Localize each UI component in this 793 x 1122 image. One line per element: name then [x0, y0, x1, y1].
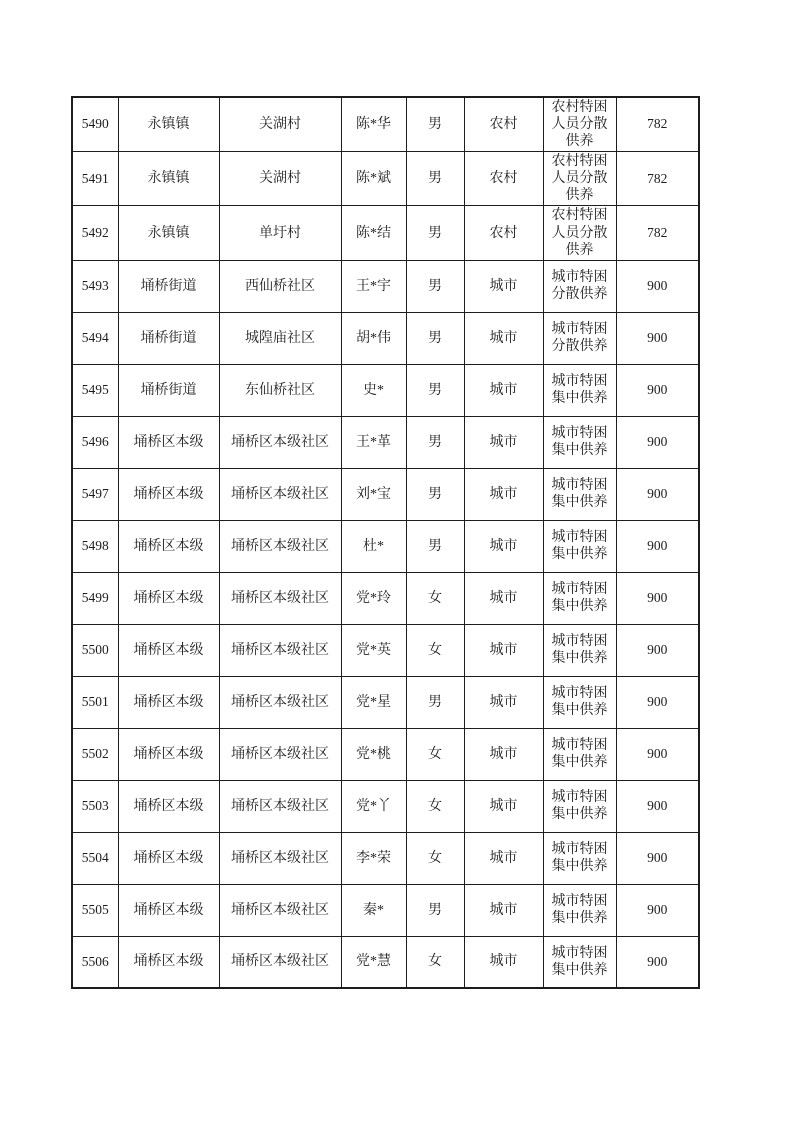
table-body	[72, 97, 699, 988]
amount-cell: 900	[616, 780, 699, 832]
gender-cell: 男	[406, 468, 464, 520]
village-cell: 西仙桥社区	[219, 260, 341, 312]
sequence-cell: 5503	[72, 780, 118, 832]
category-cell: 城市特困集中供养	[543, 832, 616, 884]
gender-cell: 男	[406, 206, 464, 260]
category-cell: 城市特困集中供养	[543, 936, 616, 988]
table-row	[72, 152, 699, 206]
category-cell: 农村特困人员分散供养	[543, 152, 616, 206]
category-cell: 城市特困集中供养	[543, 884, 616, 936]
gender-cell: 男	[406, 884, 464, 936]
gender-cell: 女	[406, 572, 464, 624]
name-cell: 胡*伟	[341, 312, 406, 364]
category-cell: 城市特困集中供养	[543, 520, 616, 572]
village-cell: 埇桥区本级社区	[219, 832, 341, 884]
village-cell: 埇桥区本级社区	[219, 676, 341, 728]
amount-cell: 900	[616, 416, 699, 468]
category-cell: 农村特困人员分散供养	[543, 97, 616, 152]
amount-cell: 900	[616, 312, 699, 364]
amount-cell: 900	[616, 572, 699, 624]
gender-cell: 女	[406, 624, 464, 676]
name-cell: 陈*结	[341, 206, 406, 260]
area-type-cell: 城市	[464, 832, 543, 884]
sequence-cell: 5492	[72, 206, 118, 260]
table-row	[72, 206, 699, 260]
gender-cell: 女	[406, 936, 464, 988]
sequence-cell: 5501	[72, 676, 118, 728]
sequence-cell: 5496	[72, 416, 118, 468]
village-cell: 埇桥区本级社区	[219, 416, 341, 468]
town-cell: 永镇镇	[118, 206, 219, 260]
name-cell: 党*英	[341, 624, 406, 676]
sequence-cell: 5506	[72, 936, 118, 988]
sequence-cell: 5502	[72, 728, 118, 780]
area-type-cell: 城市	[464, 572, 543, 624]
name-cell: 党*桃	[341, 728, 406, 780]
village-cell: 埇桥区本级社区	[219, 936, 341, 988]
table-row	[72, 624, 699, 676]
area-type-cell: 城市	[464, 416, 543, 468]
name-cell: 秦*	[341, 884, 406, 936]
gender-cell: 男	[406, 416, 464, 468]
name-cell: 杜*	[341, 520, 406, 572]
table-row	[72, 676, 699, 728]
town-cell: 埇桥街道	[118, 364, 219, 416]
area-type-cell: 农村	[464, 152, 543, 206]
sequence-cell: 5504	[72, 832, 118, 884]
table-row	[72, 832, 699, 884]
area-type-cell: 城市	[464, 520, 543, 572]
name-cell: 史*	[341, 364, 406, 416]
amount-cell: 900	[616, 728, 699, 780]
category-cell: 城市特困分散供养	[543, 260, 616, 312]
town-cell: 埇桥区本级	[118, 624, 219, 676]
amount-cell: 782	[616, 152, 699, 206]
gender-cell: 女	[406, 780, 464, 832]
table-row	[72, 416, 699, 468]
name-cell: 陈*华	[341, 97, 406, 152]
area-type-cell: 城市	[464, 780, 543, 832]
table-row	[72, 936, 699, 988]
village-cell: 埇桥区本级社区	[219, 624, 341, 676]
village-cell: 埇桥区本级社区	[219, 520, 341, 572]
amount-cell: 900	[616, 520, 699, 572]
sequence-cell: 5493	[72, 260, 118, 312]
gender-cell: 男	[406, 520, 464, 572]
gender-cell: 女	[406, 728, 464, 780]
gender-cell: 男	[406, 312, 464, 364]
category-cell: 城市特困集中供养	[543, 572, 616, 624]
category-cell: 农村特困人员分散供养	[543, 206, 616, 260]
amount-cell: 782	[616, 97, 699, 152]
area-type-cell: 城市	[464, 884, 543, 936]
sequence-cell: 5505	[72, 884, 118, 936]
sequence-cell: 5500	[72, 624, 118, 676]
area-type-cell: 城市	[464, 312, 543, 364]
town-cell: 埇桥区本级	[118, 520, 219, 572]
category-cell: 城市特困集中供养	[543, 468, 616, 520]
area-type-cell: 城市	[464, 676, 543, 728]
name-cell: 党*丫	[341, 780, 406, 832]
village-cell: 城隍庙社区	[219, 312, 341, 364]
amount-cell: 900	[616, 676, 699, 728]
table-row	[72, 364, 699, 416]
village-cell: 东仙桥社区	[219, 364, 341, 416]
table-row	[72, 572, 699, 624]
sequence-cell: 5495	[72, 364, 118, 416]
sequence-cell: 5494	[72, 312, 118, 364]
table-row	[72, 520, 699, 572]
table-row	[72, 780, 699, 832]
area-type-cell: 城市	[464, 936, 543, 988]
table-row	[72, 728, 699, 780]
area-type-cell: 农村	[464, 97, 543, 152]
town-cell: 埇桥区本级	[118, 728, 219, 780]
name-cell: 党*星	[341, 676, 406, 728]
area-type-cell: 城市	[464, 624, 543, 676]
name-cell: 李*荣	[341, 832, 406, 884]
category-cell: 城市特困集中供养	[543, 416, 616, 468]
area-type-cell: 城市	[464, 728, 543, 780]
gender-cell: 男	[406, 364, 464, 416]
village-cell: 埇桥区本级社区	[219, 884, 341, 936]
amount-cell: 900	[616, 884, 699, 936]
area-type-cell: 城市	[464, 364, 543, 416]
amount-cell: 900	[616, 832, 699, 884]
area-type-cell: 城市	[464, 260, 543, 312]
town-cell: 埇桥区本级	[118, 468, 219, 520]
table-row	[72, 468, 699, 520]
sequence-cell: 5497	[72, 468, 118, 520]
name-cell: 王*革	[341, 416, 406, 468]
name-cell: 陈*斌	[341, 152, 406, 206]
town-cell: 埇桥区本级	[118, 884, 219, 936]
name-cell: 党*慧	[341, 936, 406, 988]
name-cell: 王*宇	[341, 260, 406, 312]
category-cell: 城市特困分散供养	[543, 312, 616, 364]
town-cell: 埇桥区本级	[118, 416, 219, 468]
category-cell: 城市特困集中供养	[543, 624, 616, 676]
town-cell: 埇桥区本级	[118, 572, 219, 624]
town-cell: 埇桥区本级	[118, 832, 219, 884]
sequence-cell: 5491	[72, 152, 118, 206]
village-cell: 埇桥区本级社区	[219, 780, 341, 832]
table-row	[72, 312, 699, 364]
amount-cell: 900	[616, 468, 699, 520]
category-cell: 城市特困集中供养	[543, 780, 616, 832]
table-row	[72, 260, 699, 312]
sequence-cell: 5498	[72, 520, 118, 572]
sequence-cell: 5499	[72, 572, 118, 624]
amount-cell: 782	[616, 206, 699, 260]
gender-cell: 男	[406, 260, 464, 312]
name-cell: 党*玲	[341, 572, 406, 624]
category-cell: 城市特困集中供养	[543, 676, 616, 728]
village-cell: 关湖村	[219, 97, 341, 152]
village-cell: 埇桥区本级社区	[219, 572, 341, 624]
category-cell: 城市特困集中供养	[543, 728, 616, 780]
amount-cell: 900	[616, 260, 699, 312]
town-cell: 埇桥街道	[118, 312, 219, 364]
category-cell: 城市特困集中供养	[543, 364, 616, 416]
sequence-cell: 5490	[72, 97, 118, 152]
gender-cell: 男	[406, 152, 464, 206]
town-cell: 埇桥区本级	[118, 676, 219, 728]
name-cell: 刘*宝	[341, 468, 406, 520]
table-row	[72, 884, 699, 936]
amount-cell: 900	[616, 364, 699, 416]
town-cell: 埇桥街道	[118, 260, 219, 312]
village-cell: 关湖村	[219, 152, 341, 206]
village-cell: 埇桥区本级社区	[219, 728, 341, 780]
area-type-cell: 农村	[464, 206, 543, 260]
gender-cell: 女	[406, 832, 464, 884]
area-type-cell: 城市	[464, 468, 543, 520]
town-cell: 永镇镇	[118, 152, 219, 206]
town-cell: 埇桥区本级	[118, 780, 219, 832]
amount-cell: 900	[616, 624, 699, 676]
table-row	[72, 97, 699, 152]
town-cell: 永镇镇	[118, 97, 219, 152]
gender-cell: 男	[406, 676, 464, 728]
amount-cell: 900	[616, 936, 699, 988]
village-cell: 埇桥区本级社区	[219, 468, 341, 520]
gender-cell: 男	[406, 97, 464, 152]
village-cell: 单圩村	[219, 206, 341, 260]
assistance-table	[71, 96, 700, 989]
town-cell: 埇桥区本级	[118, 936, 219, 988]
